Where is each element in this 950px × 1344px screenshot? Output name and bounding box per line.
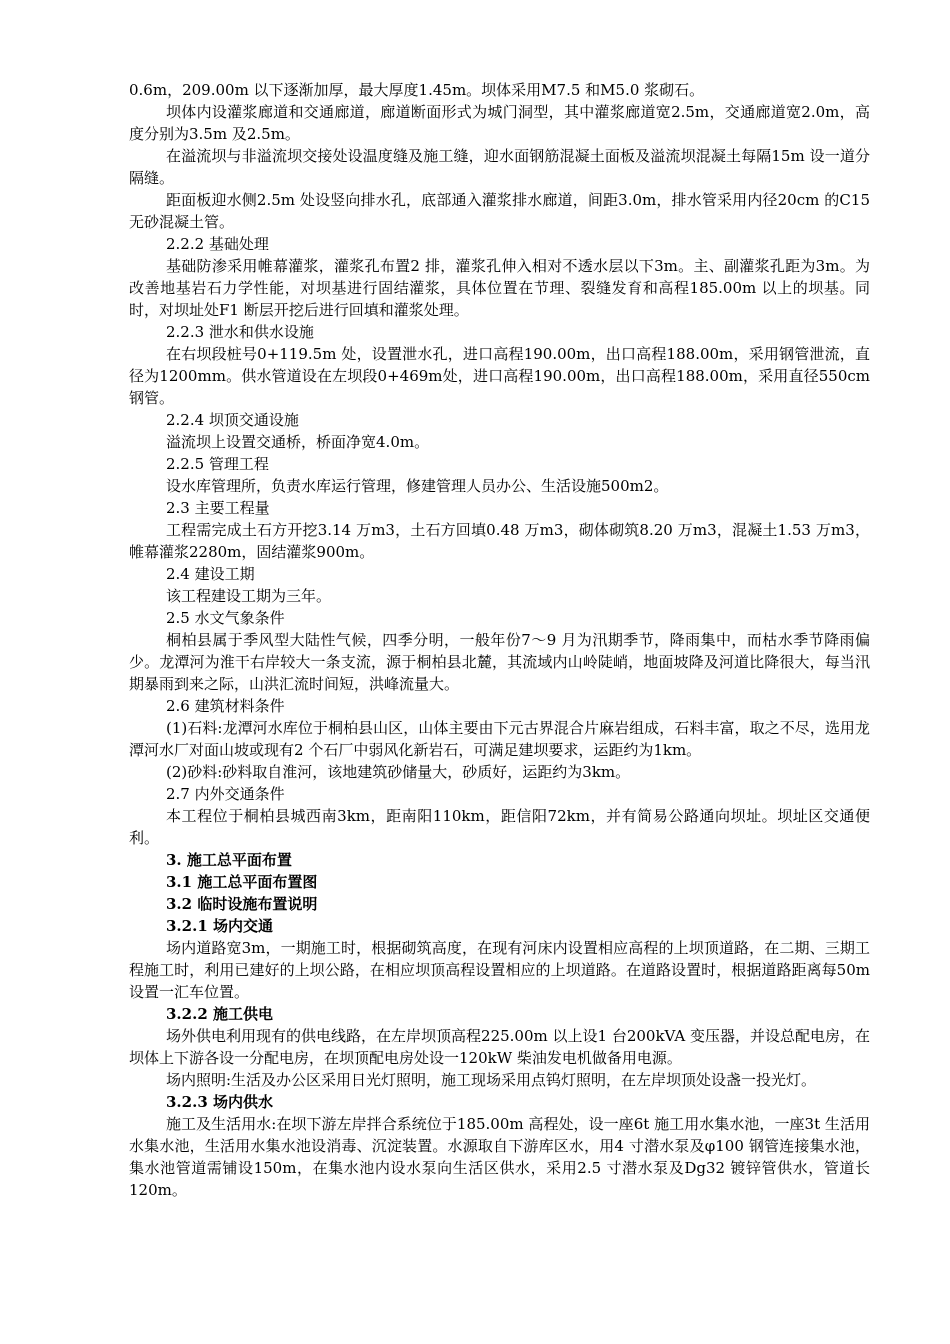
paragraph: (2)砂料:砂料取自淮河，该地建筑砂储量大，砂质好，运距约为3km。	[166, 763, 631, 781]
paragraph: 距面板迎水侧2.5m 处设竖向排水孔，底部通入灌浆排水廊道，间距3.0m，排水管采用内径20cm 的C15 无砂混凝土管。	[129, 191, 870, 231]
section-heading: 2.4 建设工期	[166, 565, 255, 583]
section-heading: 2.2.2 基础处理	[166, 235, 269, 253]
section-heading: 3.2.3 场内供水	[166, 1093, 273, 1111]
paragraph: 溢流坝上设置交通桥，桥面净宽4.0m。	[166, 433, 430, 451]
paragraph: 工程需完成土石方开挖3.14 万m3，土石方回填0.48 万m3，砌体砌筑8.20 万m3，混凝土1.53 万m3，帷幕灌浆2280m，固结灌浆900m。	[129, 521, 870, 561]
paragraph-continued: 0.6m，209.00m 以下逐渐加厚，最大厚度1.45m。坝体采用M7.5 和M5.0 浆砌石。	[129, 81, 705, 99]
section-heading: 3.2.1 场内交通	[166, 917, 273, 935]
section-heading: 2.5 水文气象条件	[166, 609, 285, 627]
paragraph: 本工程位于桐柏县城西南3km，距南阳110km，距信阳72km，并有简易公路通向坝址。坝址区交通便利。	[129, 807, 870, 847]
section-heading: 2.2.3 泄水和供水设施	[166, 323, 314, 341]
section-heading: 2.3 主要工程量	[166, 499, 270, 517]
section-heading: 3.2.2 施工供电	[166, 1005, 273, 1023]
section-heading: 3.1 施工总平面布置图	[166, 873, 318, 891]
paragraph: 在右坝段桩号0+119.5m 处，设置泄水孔，进口高程190.00m，出口高程188.00m，采用钢管泄流，直径为1200mm。供水管道设在左坝段0+469m处，进口高程190.00m，出口高程188.00m，采用直径550cm 钢管。	[129, 345, 870, 407]
section-heading: 2.7 内外交通条件	[166, 785, 285, 803]
section-heading: 3.2 临时设施布置说明	[166, 895, 318, 913]
paragraph: (1)石料:龙潭河水库位于桐柏县山区，山体主要由下元古界混合片麻岩组成，石料丰富，取之不尽，选用龙潭河水厂对面山坡或现有2 个石厂中弱风化新岩石，可满足建坝要求，运距约为1km。	[129, 719, 870, 759]
paragraph: 场内道路宽3m，一期施工时，根据砌筑高度，在现有河床内设置相应高程的上坝顶道路，在二期、三期工程施工时，利用已建好的上坝公路，在相应坝顶高程设置相应的上坝道路。在道路设置时，根据道路距离每50m 设置一汇车位置。	[129, 939, 870, 1001]
paragraph: 基础防渗采用帷幕灌浆，灌浆孔布置2 排，灌浆孔伸入相对不透水层以下3m。主、副灌浆孔距为3m。为改善地基岩石力学性能，对坝基进行固结灌浆，具体位置在节理、裂缝发育和高程185.00m 以上的坝基。同时，对坝址处F1 断层开挖后进行回填和灌浆处理。	[129, 257, 870, 319]
paragraph: 该工程建设工期为三年。	[166, 587, 332, 605]
paragraph: 桐柏县属于季风型大陆性气候，四季分明，一般年份7～9 月为汛期季节，降雨集中，而枯水季节降雨偏少。龙潭河为淮干右岸较大一条支流，源于桐柏县北麓，其流域内山岭陡峭，地面坡降及河道比降很大，每当汛期暴雨到来之际，山洪汇流时间短，洪峰流量大。	[129, 631, 870, 693]
section-heading: 3. 施工总平面布置	[166, 851, 292, 869]
paragraph: 坝体内设灌浆廊道和交通廊道，廊道断面形式为城门洞型，其中灌浆廊道宽2.5m，交通廊道宽2.0m，高度分别为3.5m 及2.5m。	[129, 103, 870, 143]
paragraph: 设水库管理所，负责水库运行管理，修建管理人员办公、生活设施500m2。	[166, 477, 669, 495]
section-heading: 2.2.4 坝顶交通设施	[166, 411, 299, 429]
section-heading: 2.2.5 管理工程	[166, 455, 269, 473]
paragraph: 场外供电利用现有的供电线路，在左岸坝顶高程225.00m 以上设1 台200kVA 变压器，并设总配电房，在坝体上下游各设一分配电房，在坝顶配电房处设一120kW 柴油发电机做备用电源。	[129, 1027, 870, 1067]
paragraph: 场内照明:生活及办公区采用日光灯照明，施工现场采用点钨灯照明，在左岸坝顶处设盏一投光灯。	[166, 1071, 817, 1089]
section-heading: 2.6 建筑材料条件	[166, 697, 285, 715]
paragraph: 施工及生活用水:在坝下游左岸拌合系统位于185.00m 高程处，设一座6t 施工用水集水池，一座3t 生活用水集水池，生活用水集水池设消毒、沉淀装置。水源取自下游库区水，用4 寸潜水泵及φ100 钢管连接集水池，集水池管道需铺设150m，在集水池内设水泵向生活区供水，采用2.5 寸潜水泵及Dg32 镀锌管供水，管道长120m。	[129, 1115, 870, 1199]
paragraph: 在溢流坝与非溢流坝交接处设温度缝及施工缝，迎水面钢筋混凝土面板及溢流坝混凝土每隔15m 设一道分隔缝。	[129, 147, 870, 187]
